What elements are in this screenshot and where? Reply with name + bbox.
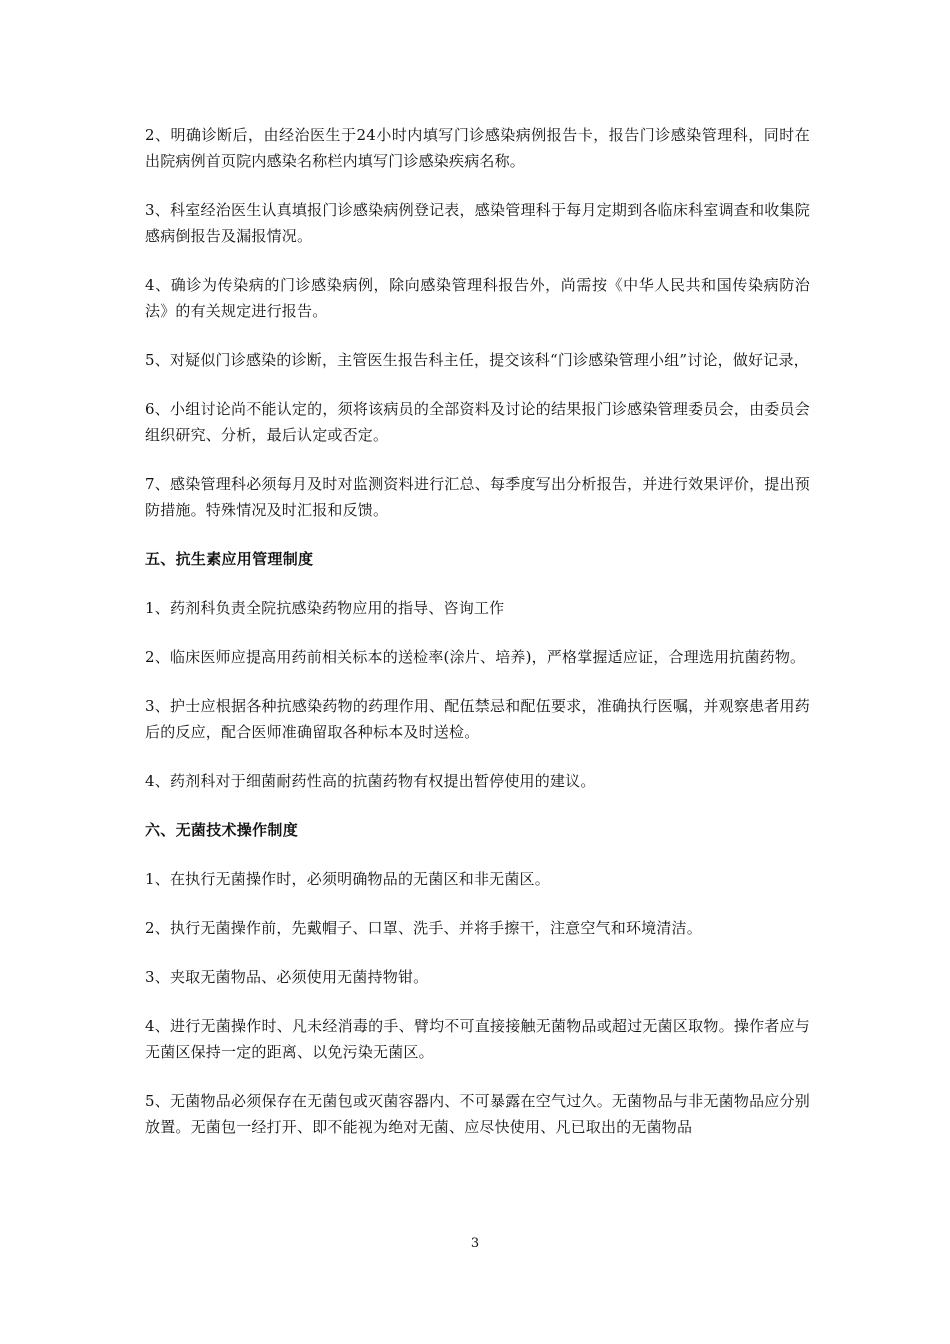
paragraph-item: 1、在执行无菌操作时，必须明确物品的无菌区和非无菌区。 xyxy=(145,870,550,888)
paragraph-item: 3、夹取无菌物品、必须使用无菌持物钳。 xyxy=(145,968,429,986)
paragraph-item: 4、药剂科对于细菌耐药性高的抗菌药物有权提出暂停使用的建议。 xyxy=(145,772,596,790)
paragraph-item: 2、临床医师应提高用药前相关标本的送检率(涂片、培养)，严格掌握适应证，合理选用抗菌药物。 xyxy=(145,648,806,666)
paragraph-item: 2、执行无菌操作前，先戴帽子、口罩、洗手、并将手擦干，注意空气和环境清洁。 xyxy=(145,919,702,937)
paragraph-item: 4、确诊为传染病的门诊感染病例，除向感染管理科报告外，尚需按《中华人民共和国传染病防治法》的有关规定进行报告。 xyxy=(145,276,810,320)
paragraph-item: 7、感染管理科必须每月及时对监测资料进行汇总、每季度写出分析报告，并进行效果评价，提出预防措施。特殊情况及时汇报和反馈。 xyxy=(145,475,810,519)
paragraph-item: 2、明确诊断后，由经治医生于24小时内填写门诊感染病例报告卡，报告门诊感染管理科，同时在出院病例首页院内感染名称栏内填写门诊感染疾病名称。 xyxy=(145,126,810,170)
paragraph-item: 6、小组讨论尚不能认定的，须将该病员的全部资料及讨论的结果报门诊感染管理委员会，由委员会组织研究、分析，最后认定或否定。 xyxy=(145,400,810,444)
section-heading-antibiotics: 五、抗生素应用管理制度 xyxy=(145,550,314,568)
paragraph-item: 3、护士应根据各种抗感染药物的药理作用、配伍禁忌和配伍要求，准确执行医嘱，并观察患者用药后的反应，配合医师准确留取各种标本及时送检。 xyxy=(145,697,810,741)
paragraph-item: 3、科室经治医生认真填报门诊感染病例登记表，感染管理科于每月定期到各临床科室调查和收集院感病倒报告及漏报情况。 xyxy=(145,201,810,245)
paragraph-item: 1、药剂科负责全院抗感染药物应用的指导、咨询工作 xyxy=(145,599,505,617)
paragraph-item: 5、无菌物品必须保存在无菌包或灭菌容器内、不可暴露在空气过久。无菌物品与非无菌物品应分别放置。无菌包一经打开、即不能视为绝对无菌、应尽快使用、凡已取出的无菌物品 xyxy=(145,1092,810,1136)
section-heading-aseptic: 六、无菌技术操作制度 xyxy=(145,821,299,839)
page-number: 3 xyxy=(470,1236,480,1251)
paragraph-item: 4、进行无菌操作时、凡未经消毒的手、臂均不可直接接触无菌物品或超过无菌区取物。操作者应与无菌区保持一定的距离、以免污染无菌区。 xyxy=(145,1017,810,1061)
paragraph-item: 5、对疑似门诊感染的诊断，主管医生报告科主任，提交该科“门诊感染管理小组”讨论，做好记录， xyxy=(145,351,809,369)
document-body xyxy=(145,122,810,1163)
